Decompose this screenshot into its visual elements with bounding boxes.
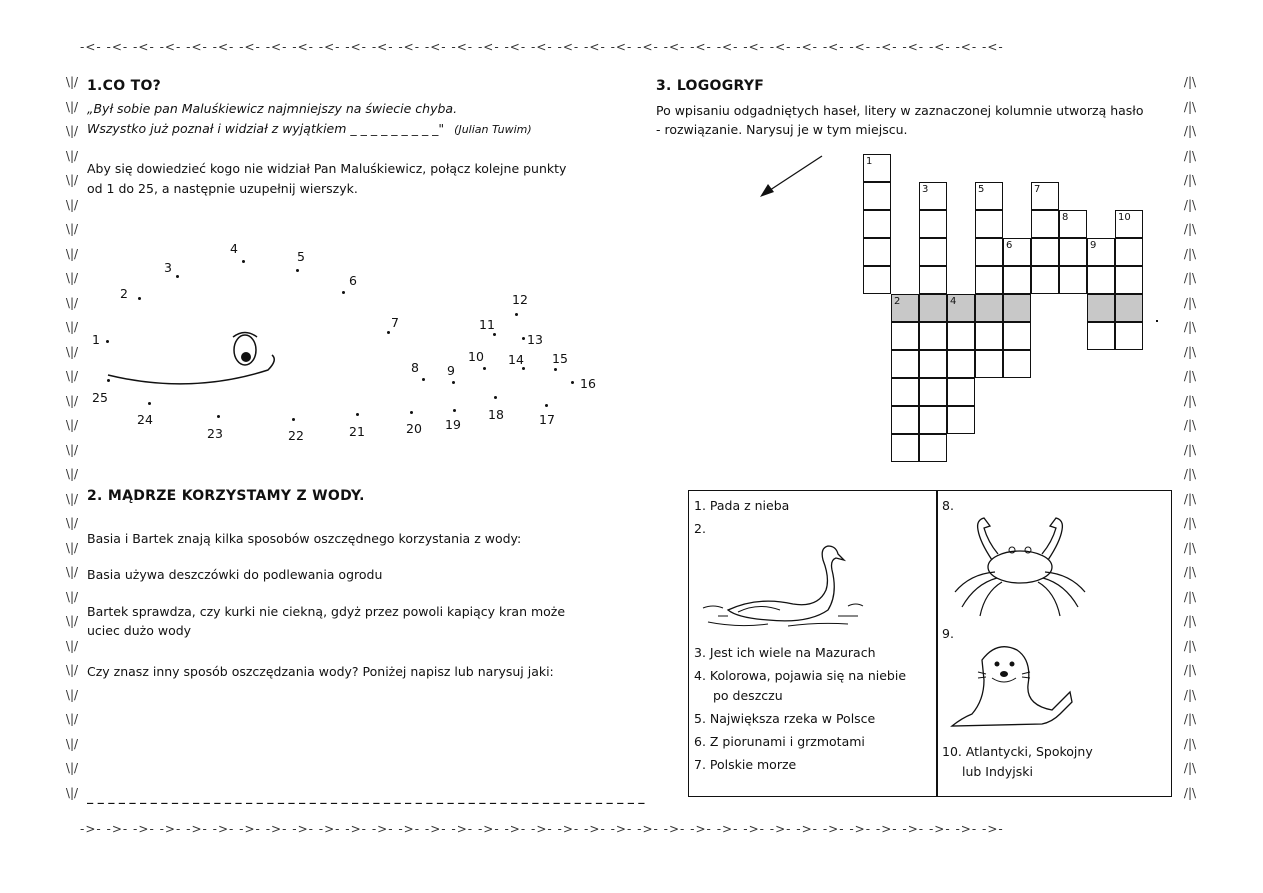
clue-10: 10. Atlantycki, Spokojny — [942, 744, 1093, 759]
grid-dot-mark — [1156, 320, 1158, 322]
section2-para3-line1: Bartek sprawdza, czy kurki nie ciekną, gdyż przez powoli kapiący kran może — [87, 604, 566, 619]
section3-instruction2: - rozwiązanie. Narysuj je w tym miejscu. — [656, 122, 908, 137]
section2-para1: Basia i Bartek znają kilka sposobów oszczędnego korzystania z wody: — [87, 531, 522, 546]
poem-line1: „Był sobie pan Maluśkiewicz najmniejszy na świecie chyba. — [87, 101, 458, 116]
clue-2: 2. — [694, 521, 706, 536]
dot-label-19: 19 — [445, 417, 461, 432]
grid-cell[interactable] — [975, 210, 1003, 238]
grid-cell[interactable] — [947, 350, 975, 378]
grid-number-2: 2 — [894, 296, 901, 307]
border-right: /|\ /|\ /|\ /|\ /|\ /|\ /|\ /|\ /|\ /|\ /|\ /|\ /|\ /|\ /|\ /|\ /|\ /|\ /|\ /|\ /|\ /|\ /|\ /|\ /|\ /|\ /|\ /|\ /|\ /|\ — [1183, 75, 1197, 800]
dot-label-21: 21 — [349, 424, 365, 439]
grid-cell[interactable] — [1115, 294, 1143, 322]
grid-number-8: 8 — [1062, 212, 1069, 223]
grid-cell[interactable] — [1087, 322, 1115, 350]
grid-cell[interactable] — [863, 266, 891, 294]
section2-para3-line2: uciec dużo wody — [87, 623, 192, 638]
grid-cell[interactable] — [1087, 294, 1115, 322]
section2-title: 2. MĄDRZE KORZYSTAMY Z WODY. — [87, 488, 365, 504]
grid-cell[interactable] — [1003, 294, 1031, 322]
grid-cell[interactable] — [891, 406, 919, 434]
swan-picture — [698, 538, 868, 638]
grid-cell[interactable] — [919, 378, 947, 406]
section1-title: 1.CO TO? — [87, 78, 162, 94]
section1-instruction2: od 1 do 25, a następnie uzupełnij wierszyk. — [87, 181, 358, 196]
dot-label-3: 3 — [164, 260, 172, 275]
dot-label-25: 25 — [92, 390, 108, 405]
dot-label-11: 11 — [479, 317, 495, 332]
grid-cell[interactable] — [1003, 322, 1031, 350]
clue-4-cont: po deszczu — [713, 688, 783, 703]
grid-number-4: 4 — [950, 296, 957, 307]
dot-label-14: 14 — [508, 352, 524, 367]
grid-number-1: 1 — [866, 156, 873, 167]
grid-cell[interactable] — [919, 266, 947, 294]
clue-10-cont: lub Indyjski — [962, 764, 1033, 779]
dot-label-2: 2 — [120, 286, 128, 301]
clue-7: 7. Polskie morze — [694, 757, 797, 772]
grid-number-6: 6 — [1006, 240, 1013, 251]
dot-label-9: 9 — [447, 363, 455, 378]
poem-author: (Julian Tuwim) — [454, 123, 532, 136]
dot-label-8: 8 — [411, 360, 419, 375]
grid-cell[interactable] — [975, 266, 1003, 294]
grid-number-10: 10 — [1118, 212, 1131, 223]
grid-cell[interactable] — [975, 238, 1003, 266]
grid-cell[interactable] — [919, 350, 947, 378]
answer-line[interactable]: _ _ _ _ _ _ _ _ _ _ _ _ _ _ _ _ _ _ _ _ _ _ _ _ _ _ _ _ _ _ _ _ _ _ _ _ _ _ _ _ _ _ _ _ _ _ _ _ _ _ _ _ _ — [87, 789, 645, 804]
section2-question: Czy znasz inny sposób oszczędzania wody? Poniżej napisz lub narysuj jaki: — [87, 664, 554, 679]
grid-cell[interactable] — [1003, 266, 1031, 294]
section3-title: 3. LOGOGRYF — [656, 78, 765, 94]
grid-cell[interactable] — [891, 322, 919, 350]
clue-6: 6. Z piorunami i grzmotami — [694, 734, 865, 749]
border-bottom: ->- ->- ->- ->- ->- ->- ->- ->- ->- ->- ->- ->- ->- ->- ->- ->- ->- ->- ->- ->- ->- ->- ->- ->- ->- ->- ->- ->- ->- ->- ->- ->- ->- ->- ->- — [80, 822, 1004, 836]
dot-label-16: 16 — [580, 376, 596, 391]
grid-cell[interactable] — [1059, 266, 1087, 294]
dot-label-1: 1 — [92, 332, 100, 347]
grid-cell[interactable] — [1031, 238, 1059, 266]
grid-cell[interactable] — [975, 350, 1003, 378]
dot-label-4: 4 — [230, 241, 238, 256]
grid-number-5: 5 — [978, 184, 985, 195]
border-top: -<- -<- -<- -<- -<- -<- -<- -<- -<- -<- -<- -<- -<- -<- -<- -<- -<- -<- -<- -<- -<- -<- -<- -<- -<- -<- -<- -<- -<- -<- -<- -<- -<- -<- -<- — [80, 40, 1004, 54]
grid-cell[interactable] — [947, 378, 975, 406]
dot-label-24: 24 — [137, 412, 153, 427]
dot-label-18: 18 — [488, 407, 504, 422]
grid-cell[interactable] — [919, 406, 947, 434]
section1-instruction1: Aby się dowiedzieć kogo nie widział Pan Maluśkiewicz, połącz kolejne punkty — [87, 161, 567, 176]
grid-cell[interactable] — [891, 434, 919, 462]
dot-label-6: 6 — [349, 273, 357, 288]
grid-number-7: 7 — [1034, 184, 1041, 195]
grid-cell[interactable] — [947, 322, 975, 350]
clues-divider — [936, 490, 938, 797]
dot-label-10: 10 — [468, 349, 484, 364]
clue-3: 3. Jest ich wiele na Mazurach — [694, 645, 876, 660]
grid-cell[interactable] — [1115, 322, 1143, 350]
grid-cell[interactable] — [1087, 266, 1115, 294]
seal-picture — [942, 640, 1092, 735]
clue-4: 4. Kolorowa, pojawia się na niebie — [694, 668, 907, 683]
clue-1: 1. Pada z nieba — [694, 498, 790, 513]
dot-label-7: 7 — [391, 315, 399, 330]
clue-5: 5. Największa rzeka w Polsce — [694, 711, 876, 726]
grid-cell[interactable] — [891, 378, 919, 406]
grid-cell[interactable] — [1031, 266, 1059, 294]
grid-cell[interactable] — [1115, 238, 1143, 266]
grid-cell[interactable] — [1059, 238, 1087, 266]
section2-para2: Basia używa deszczówki do podlewania ogrodu — [87, 567, 383, 582]
dot-label-17: 17 — [539, 412, 555, 427]
dot-label-20: 20 — [406, 421, 422, 436]
grid-cell[interactable] — [863, 210, 891, 238]
grid-cell[interactable] — [919, 434, 947, 462]
dot-label-15: 15 — [552, 351, 568, 366]
border-left: \|/ \|/ \|/ \|/ \|/ \|/ \|/ \|/ \|/ \|/ \|/ \|/ \|/ \|/ \|/ \|/ \|/ \|/ \|/ \|/ \|/ \|/ \|/ \|/ \|/ \|/ \|/ \|/ \|/ \|/ — [65, 75, 79, 800]
dot-label-13: 13 — [527, 332, 543, 347]
grid-cell[interactable] — [1003, 350, 1031, 378]
grid-cell[interactable] — [975, 294, 1003, 322]
grid-cell[interactable] — [863, 238, 891, 266]
grid-cell[interactable] — [919, 210, 947, 238]
section3-instruction1: Po wpisaniu odgadniętych haseł, litery w zaznaczonej kolumnie utworzą hasło — [656, 103, 1144, 118]
grid-number-3: 3 — [922, 184, 929, 195]
clue-8: 8. — [942, 498, 954, 513]
dot-label-5: 5 — [297, 249, 305, 264]
grid-cell[interactable] — [947, 406, 975, 434]
dot-label-22: 22 — [288, 428, 304, 443]
crab-picture — [940, 512, 1100, 622]
grid-cell[interactable] — [1115, 266, 1143, 294]
grid-number-9: 9 — [1090, 240, 1097, 251]
clue-9: 9. — [942, 626, 954, 641]
dot-label-12: 12 — [512, 292, 528, 307]
grid-cell[interactable] — [891, 350, 919, 378]
grid-cell[interactable] — [863, 182, 891, 210]
dot-label-23: 23 — [207, 426, 223, 441]
poem-line2-text: Wszystko już poznał i widział z wyjątkiem _ _ _ _ _ _ _ _ _" — [87, 121, 445, 136]
grid-cell[interactable] — [919, 294, 947, 322]
grid-cell[interactable] — [1031, 210, 1059, 238]
grid-cell[interactable] — [919, 322, 947, 350]
grid-cell[interactable] — [975, 322, 1003, 350]
grid-cell[interactable] — [919, 238, 947, 266]
